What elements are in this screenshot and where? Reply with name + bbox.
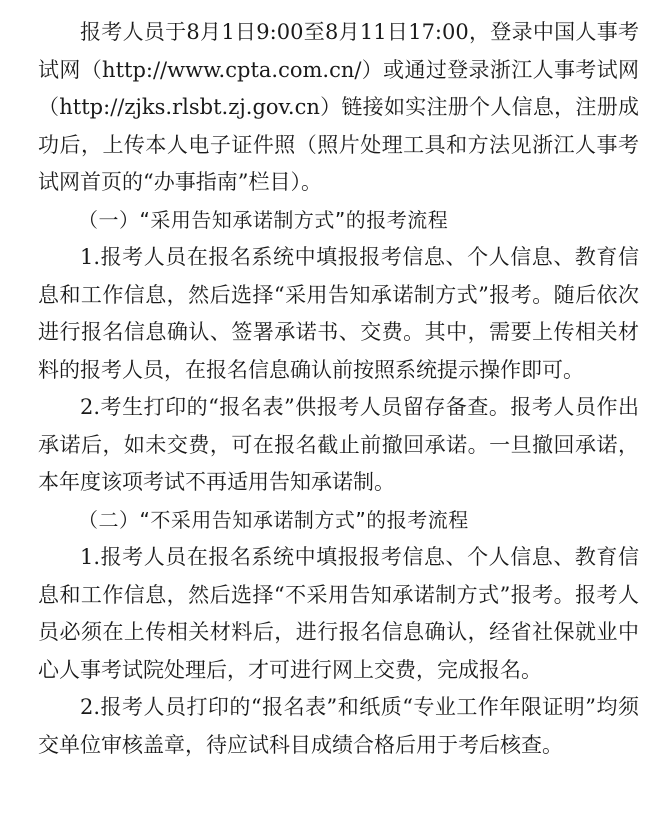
section-2-item-2: 2.报考人员打印的“报名表”和纸质“专业工作年限证明”均须交单位审核盖章，待应试科目成绩合格后用于考后核查。 bbox=[38, 695, 639, 757]
section-1-item-2: 2.考生打印的“报名表”供报考人员留存备查。报考人员作出承诺后，如未交费，可在报名截止前撤回承诺。一旦撤回承诺，本年度该项考试不再适用告知承诺制。 bbox=[38, 395, 639, 494]
intro-paragraph: 报考人员于8月1日9:00至8月11日17:00，登录中国人事考试网（http://www.cpta.com.cn/）或通过登录浙江人事考试网（http://zjks.rlsbt.zj.gov.cn）链接如实注册个人信息，注册成功后，上传本人电子证件照（照片处理工具和方法见浙江人事考试网首页的“办事指南”栏目）。 bbox=[38, 20, 639, 194]
section-1-heading: （一）“采用告知承诺制方式”的报考流程 bbox=[78, 207, 449, 232]
section-2-item-1: 1.报考人员在报名系统中填报报考信息、个人信息、教育信息和工作信息，然后选择“不采用告知承诺制方式”报考。报考人员必须在上传相关材料后，进行报名信息确认，经省社保就业中心人事考试院处理后，才可进行网上交费，完成报名。 bbox=[38, 545, 639, 682]
section-1-item-1: 1.报考人员在报名系统中填报报考信息、个人信息、教育信息和工作信息，然后选择“采用告知承诺制方式”报考。随后依次进行报名信息确认、签署承诺书、交费。其中，需要上传相关材料的报考人员，在报名信息确认前按照系统提示操作即可。 bbox=[38, 245, 639, 382]
section-2-heading: （二）“不采用告知承诺制方式”的报考流程 bbox=[78, 507, 469, 532]
